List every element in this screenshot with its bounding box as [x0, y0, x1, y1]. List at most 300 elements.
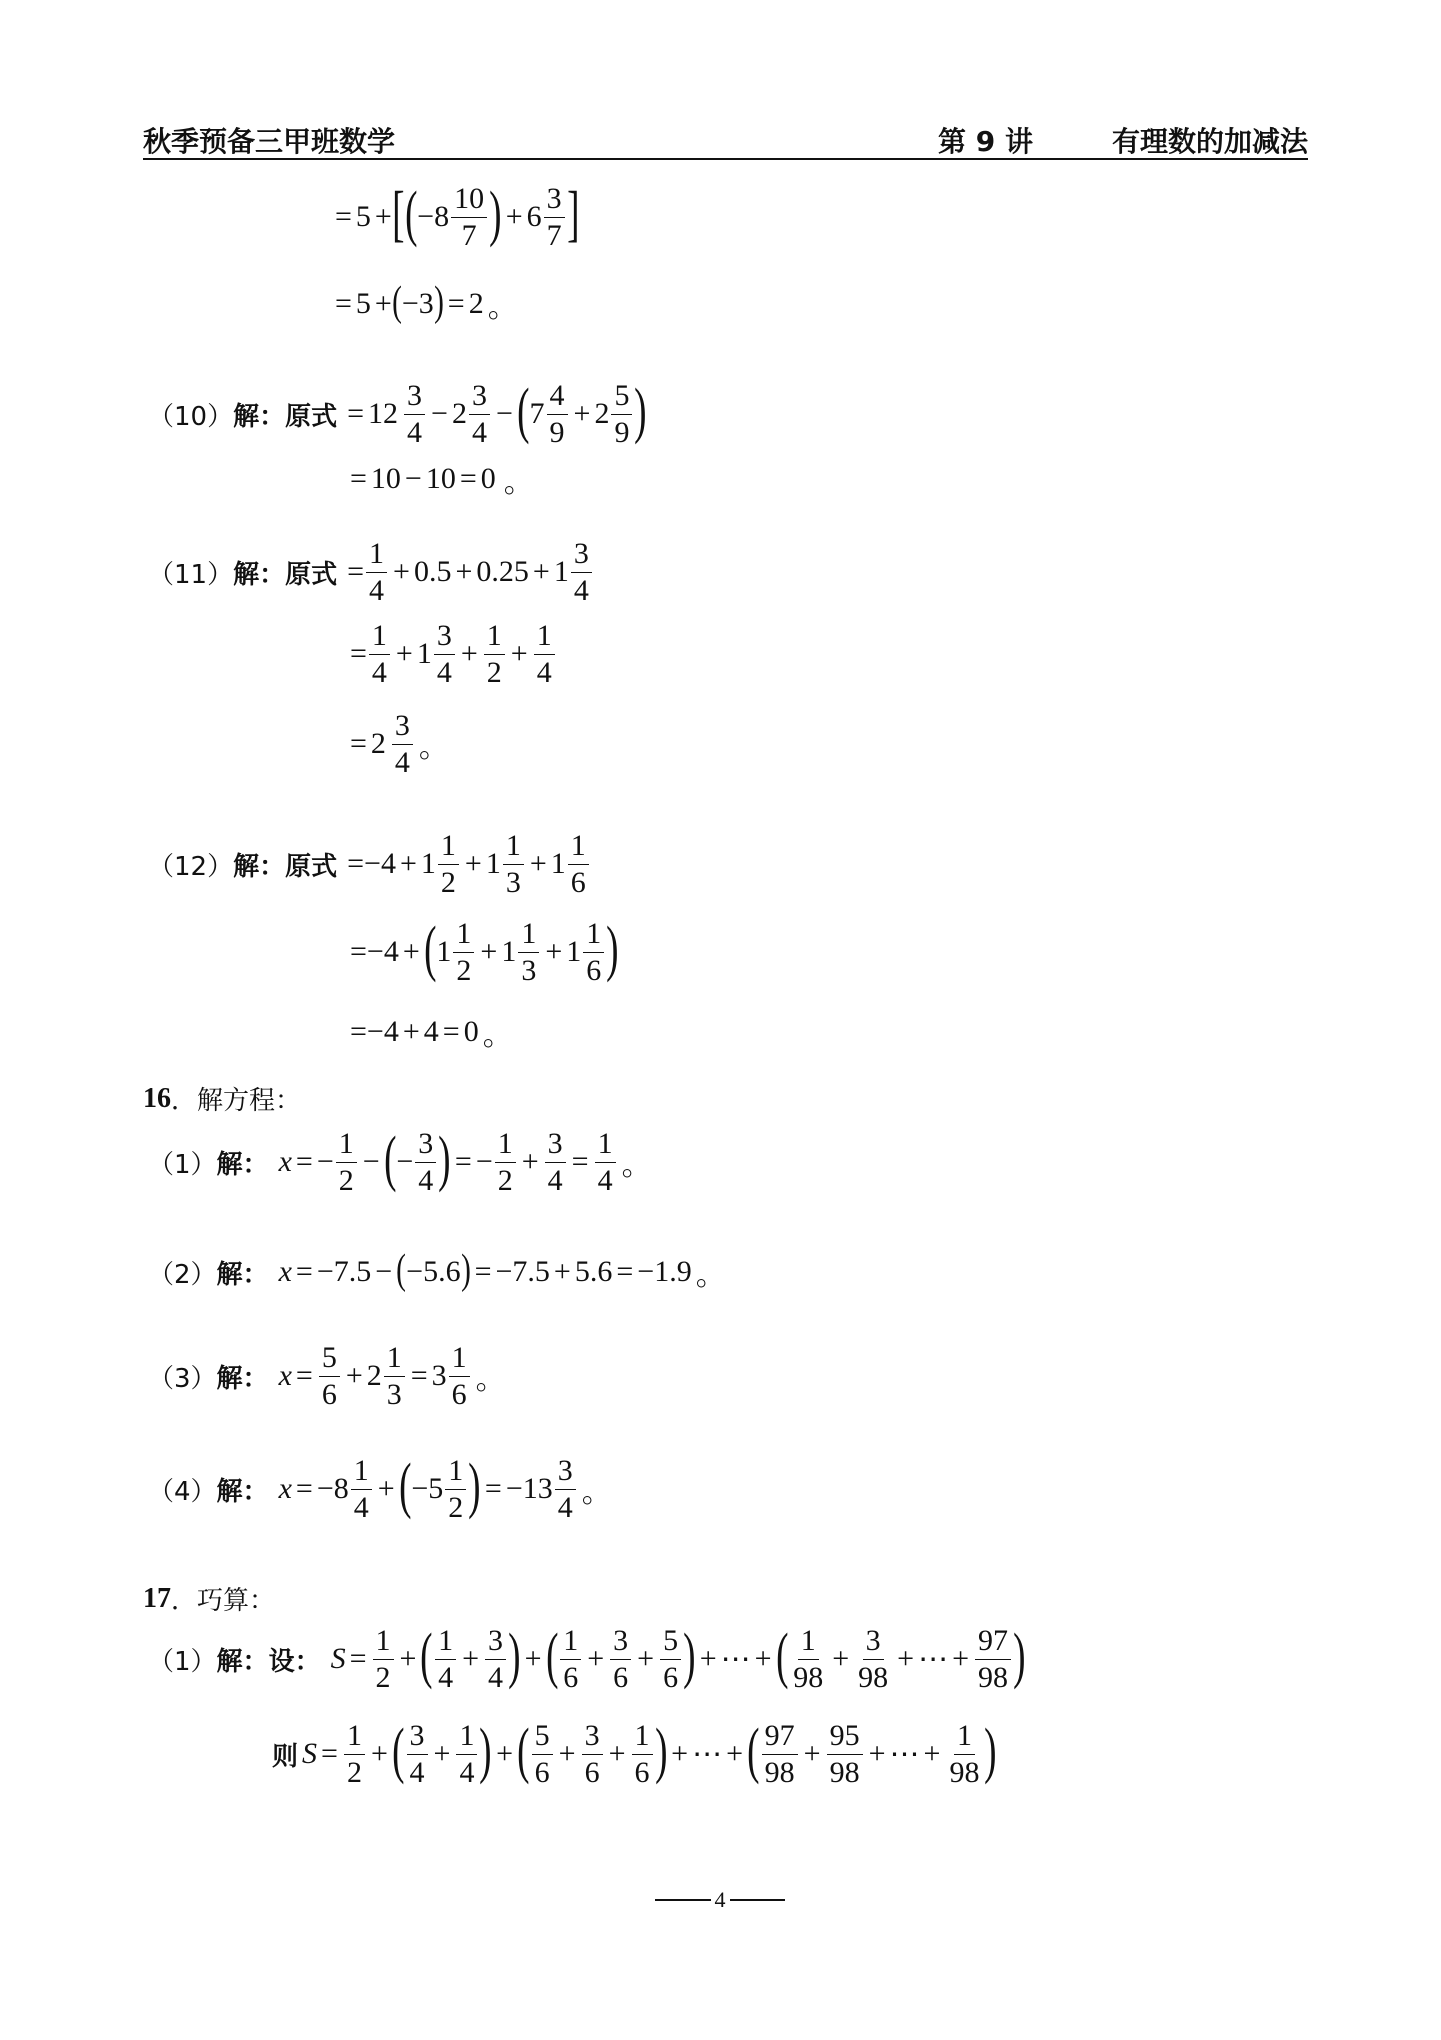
math-token: 4: [353, 1490, 369, 1524]
fraction: [595, 1128, 616, 1196]
page-header: [143, 120, 1308, 160]
math-token: ．巧算：: [171, 1586, 276, 1616]
math-token: 3: [610, 1625, 631, 1660]
math-token: 5: [355, 287, 371, 320]
problem-12-line-3: [350, 1010, 513, 1054]
math-token: (: [398, 1452, 412, 1520]
math-token: ): [468, 1452, 481, 1520]
math-token: +: [754, 1642, 772, 1675]
footer-rule-right: [730, 1899, 786, 1901]
math-token: x: [278, 1472, 292, 1505]
math-token: +: [370, 1737, 388, 1770]
math-token: +: [529, 847, 547, 880]
course-title: 秋季预备三甲班数学: [143, 125, 396, 158]
math-token: =: [616, 1255, 634, 1288]
fraction: [384, 1342, 405, 1410]
math-token: 3: [431, 1359, 447, 1392]
math-token: 1: [501, 935, 517, 968]
math-token: 3: [545, 1128, 566, 1163]
math-token: ⋯: [889, 1737, 920, 1771]
math-token: x: [278, 1255, 292, 1288]
math-token: 3: [418, 287, 434, 320]
math-token: 1: [560, 1625, 581, 1660]
math-token: 1: [595, 1128, 616, 1163]
math-token: +: [532, 555, 550, 588]
fraction: [366, 538, 387, 606]
math-token: 4: [423, 1015, 439, 1048]
fraction: [660, 1625, 681, 1693]
fraction: [351, 1455, 372, 1523]
math-token: 6: [584, 1755, 600, 1789]
math-token: +: [395, 637, 413, 670]
math-token: 。: [581, 1475, 612, 1510]
math-token: 4: [436, 655, 452, 689]
math-token: 5: [611, 380, 632, 415]
math-token: 4: [573, 573, 589, 607]
math-token: +: [462, 1642, 479, 1675]
fraction: [453, 918, 474, 986]
math-token: =: [347, 847, 365, 880]
math-token: 1.9: [654, 1255, 692, 1288]
math-token: （1）: [148, 1646, 217, 1677]
math-token: 1: [435, 1625, 456, 1660]
fraction: [484, 620, 505, 688]
math-token: 1: [436, 935, 452, 968]
math-token: 4: [418, 1163, 434, 1197]
math-token: +: [374, 287, 392, 320]
fraction: [975, 1625, 1011, 1693]
math-token: 。: [621, 1148, 652, 1183]
math-token: +: [464, 847, 482, 880]
math-token: =: [459, 462, 477, 495]
lecture-topic: 有理数的加减法: [1111, 125, 1308, 158]
math-token: =: [447, 287, 465, 320]
math-token: 1: [534, 620, 555, 655]
fraction: [392, 710, 413, 778]
math-token: （1）: [148, 1149, 217, 1180]
math-token: 6: [534, 1755, 550, 1789]
lecture-number: 第 9 讲: [938, 125, 1033, 158]
math-token: 。: [482, 1018, 513, 1053]
math-token: S: [302, 1737, 318, 1770]
math-token: 5.6: [574, 1255, 613, 1288]
math-token: +: [510, 637, 528, 670]
math-token: =: [454, 1145, 472, 1178]
math-token: −: [401, 287, 419, 320]
math-token: 0: [480, 462, 496, 495]
fraction: [555, 1455, 576, 1523]
eq17-1-line-2: [272, 1717, 997, 1789]
eq-9-step-a: = 5 + [ ( − 8 $\frac{10}{7}$ ) + 6 $\frac{3}{7}$ ]: [335, 180, 580, 252]
math-token: +: [480, 935, 498, 968]
math-token: 3: [469, 380, 490, 415]
math-token: (: [391, 279, 402, 325]
fraction: [373, 1625, 394, 1693]
math-token: 7.5: [333, 1255, 372, 1288]
math-token: ): [683, 1622, 696, 1690]
fraction: [451, 183, 487, 251]
math-token: （11）: [148, 559, 234, 590]
math-token: 4: [371, 655, 387, 689]
math-token: 1: [456, 1720, 477, 1755]
math-token: =: [410, 1359, 428, 1392]
math-token: =: [295, 1145, 313, 1178]
math-token: 2: [594, 397, 610, 430]
math-token: (: [383, 1125, 397, 1193]
math-token: 4: [394, 745, 410, 779]
math-token: 2: [338, 1163, 354, 1197]
fraction: [611, 380, 632, 448]
math-token: 98: [764, 1755, 795, 1789]
math-token: =: [350, 462, 367, 495]
math-token: 6: [451, 1377, 467, 1411]
math-token: +: [952, 1642, 969, 1675]
math-token: =: [295, 1255, 313, 1288]
math-token: 1: [484, 620, 505, 655]
math-token: +: [558, 1737, 576, 1770]
fraction: [434, 620, 455, 688]
math-token: 1: [495, 1128, 516, 1163]
math-token: 10: [451, 183, 487, 218]
fraction: [632, 1720, 653, 1788]
math-token: 3: [485, 1625, 506, 1660]
math-token: =: [321, 1737, 338, 1770]
math-token: 5: [532, 1720, 553, 1755]
math-token: 2: [366, 1359, 382, 1392]
math-token: −: [366, 1015, 384, 1048]
math-token: 3: [571, 538, 592, 573]
math-token: +: [897, 1642, 915, 1675]
math-token: −: [316, 1472, 334, 1505]
fraction: [518, 918, 539, 986]
math-token: −: [431, 397, 448, 430]
eq16-3: [148, 1342, 506, 1410]
math-token: −: [495, 1255, 513, 1288]
math-token: （3）解：: [148, 1363, 269, 1394]
math-token: 则: [272, 1741, 299, 1772]
math-token: ): [606, 915, 619, 983]
math-token: ): [508, 1622, 521, 1690]
fraction: [582, 1720, 603, 1788]
math-token: −: [406, 1255, 424, 1288]
fraction: [503, 830, 524, 898]
math-token: 6: [570, 865, 586, 899]
math-token: 3: [392, 710, 413, 745]
fraction: [534, 620, 555, 688]
fraction: [469, 380, 490, 448]
math-token: 98: [978, 1660, 1008, 1694]
eq-9-step-b: [335, 279, 518, 326]
math-token: 3: [555, 1455, 576, 1490]
math-token: ): [479, 1717, 492, 1785]
math-token: 1: [351, 1455, 372, 1490]
math-token: +: [524, 1642, 542, 1675]
math-token: 1: [568, 830, 589, 865]
math-token: 。: [487, 290, 518, 325]
math-token: 5: [319, 1342, 340, 1377]
math-token: 98: [793, 1660, 824, 1694]
math-token: (: [517, 377, 530, 445]
fraction: [404, 380, 425, 448]
math-token: =: [295, 1472, 313, 1505]
math-token: 1: [438, 830, 459, 865]
math-token: （12）: [148, 851, 234, 882]
math-token: 。: [503, 465, 534, 500]
math-token: 97: [762, 1720, 798, 1755]
math-token: ): [984, 1717, 997, 1785]
math-token: 1: [336, 1128, 357, 1163]
math-token: 4: [597, 1163, 613, 1197]
math-token: −: [404, 462, 422, 495]
math-token: 1: [566, 935, 582, 968]
math-token: =: [484, 1472, 502, 1505]
math-token: ⋯: [918, 1642, 949, 1676]
math-token: （3）: [148, 1363, 217, 1394]
math-token: −: [637, 1255, 655, 1288]
fraction: [319, 1342, 340, 1410]
eq16-1: [148, 1125, 652, 1197]
math-token: 1: [369, 620, 390, 655]
math-token: −: [316, 1255, 334, 1288]
math-token: （11）解：原式: [148, 559, 338, 590]
fraction: [445, 1455, 466, 1523]
math-token: 4: [471, 415, 487, 449]
math-token: (: [517, 1717, 530, 1785]
problem-10-line-1: [148, 377, 647, 449]
math-token: 4: [369, 573, 385, 607]
math-token: =: [442, 1015, 460, 1048]
math-token: =: [295, 1359, 313, 1392]
math-token: −: [366, 935, 384, 968]
math-token: +: [637, 1642, 655, 1675]
math-token: ): [438, 1125, 451, 1193]
math-token: 2: [486, 655, 502, 689]
math-token: 4: [557, 1490, 573, 1524]
fraction: [435, 1625, 456, 1693]
math-token: 。: [695, 1258, 726, 1293]
math-token: +: [923, 1737, 941, 1770]
problem-11-line-2: [350, 620, 557, 688]
fraction: [946, 1720, 982, 1788]
math-token: =: [350, 935, 367, 968]
math-token: (: [747, 1717, 760, 1785]
math-token: (: [545, 1622, 559, 1690]
math-token: S: [330, 1642, 346, 1675]
math-token: 1: [366, 538, 387, 573]
math-token: 2: [370, 727, 386, 760]
math-token: 4: [380, 847, 396, 880]
math-token: 5.6: [423, 1255, 461, 1288]
math-token: ): [634, 377, 647, 445]
section-16-heading: 16 ．解方程：: [143, 1080, 301, 1117]
math-token: +: [455, 555, 473, 588]
math-token: +: [545, 935, 563, 968]
math-token: ⋯: [720, 1642, 751, 1676]
math-token: 2: [375, 1660, 391, 1694]
math-token: 4: [383, 935, 399, 968]
math-token: +: [521, 1145, 539, 1178]
math-token: 。: [418, 730, 449, 765]
math-token: +: [377, 1472, 395, 1505]
math-token: 13: [522, 1472, 553, 1505]
math-token: ): [1013, 1622, 1026, 1690]
math-token: 3: [434, 620, 455, 655]
math-token: 97: [975, 1625, 1011, 1660]
math-token: +: [496, 1737, 514, 1770]
eq17-1-line-1: [148, 1622, 1026, 1694]
fraction: [762, 1720, 798, 1788]
math-token: −: [375, 1255, 393, 1288]
math-token: (: [396, 1247, 407, 1293]
fraction: [827, 1720, 863, 1788]
problem-label: （10）解：原式: [148, 401, 338, 432]
math-token: 1: [553, 555, 569, 588]
math-token: 4: [383, 1015, 399, 1048]
math-token: (: [775, 1622, 789, 1690]
math-token: −: [396, 1145, 414, 1178]
math-token: ): [460, 1247, 471, 1293]
fraction: [583, 918, 604, 986]
math-token: +: [832, 1642, 850, 1675]
math-token: =: [347, 397, 365, 430]
fraction: [547, 380, 568, 448]
math-token: +: [402, 1015, 420, 1048]
math-token: +: [726, 1737, 744, 1770]
math-token: （1）解：: [148, 1149, 269, 1180]
math-token: （2）解：: [148, 1259, 269, 1290]
math-token: 0: [463, 1015, 479, 1048]
math-token: 5: [660, 1625, 681, 1660]
math-token: (: [391, 1717, 405, 1785]
math-token: 4: [547, 1163, 563, 1197]
math-token: +: [608, 1737, 626, 1770]
math-token: +: [393, 555, 410, 588]
math-token: =: [335, 287, 352, 320]
fraction: [545, 1128, 566, 1196]
math-token: ): [654, 1717, 668, 1785]
math-token: 2: [468, 287, 484, 320]
math-token: 4: [536, 655, 552, 689]
fraction: [449, 1342, 470, 1410]
math-token: =: [349, 1642, 367, 1675]
math-token: 4: [409, 1755, 425, 1789]
math-token: 3: [386, 1377, 402, 1411]
math-token: 7.5: [512, 1255, 550, 1288]
math-token: 98: [829, 1755, 860, 1789]
math-token: 8: [333, 1472, 349, 1505]
math-token: +: [402, 935, 420, 968]
math-token: 1: [445, 1455, 466, 1490]
math-token: −: [364, 847, 381, 880]
math-token: （12）解：原式: [148, 851, 338, 882]
math-token: 7: [461, 218, 477, 252]
math-token: 3: [521, 953, 537, 987]
math-token: +: [433, 1737, 451, 1770]
math-token: 1: [373, 1625, 394, 1660]
math-token: 6: [586, 953, 602, 987]
math-token: =: [571, 1145, 589, 1178]
math-token: （10）: [148, 401, 234, 432]
problem-11-line-3: [350, 710, 449, 778]
fraction: [610, 1625, 631, 1693]
math-token: 4: [459, 1755, 475, 1789]
math-token: 1: [416, 637, 432, 670]
math-token: 1: [954, 1720, 975, 1755]
math-token: x: [278, 1145, 292, 1178]
fraction: [336, 1128, 357, 1196]
math-token: −: [495, 397, 513, 430]
math-token: x: [278, 1359, 292, 1392]
fraction: [571, 538, 592, 606]
math-token: +: [868, 1737, 886, 1770]
fraction: [438, 830, 459, 898]
math-token: 0.5: [413, 555, 452, 588]
math-token: 1: [420, 847, 436, 880]
math-token: =: [347, 555, 365, 588]
math-token: 。: [475, 1362, 506, 1397]
math-token: 1: [798, 1625, 819, 1660]
math-token: 7: [529, 397, 545, 430]
math-token: 3: [415, 1128, 436, 1163]
math-token: ．解方程：: [171, 1086, 302, 1116]
math-token: 10: [425, 462, 456, 495]
math-token: 3: [407, 1720, 428, 1755]
math-token: 1: [384, 1342, 405, 1377]
problem-12-line-2: [350, 915, 619, 987]
math-token: −: [316, 1145, 334, 1178]
math-token: 3: [582, 1720, 603, 1755]
math-token: （4）: [148, 1476, 217, 1507]
fraction: [495, 1128, 516, 1196]
math-token: 6: [663, 1660, 679, 1694]
fraction: [344, 1720, 365, 1788]
math-token: 95: [827, 1720, 863, 1755]
page-footer: [655, 1885, 785, 1915]
math-token: +: [553, 1255, 571, 1288]
fraction: [369, 620, 390, 688]
math-token: 5: [428, 1472, 444, 1505]
math-token: 2: [346, 1755, 362, 1789]
fraction: [568, 830, 589, 898]
section-17-heading: 17 ．巧算：: [143, 1580, 275, 1617]
math-token: +: [587, 1642, 605, 1675]
fraction: [485, 1625, 506, 1693]
math-token: 6: [563, 1660, 579, 1694]
math-token: −: [505, 1472, 523, 1505]
math-token: (: [423, 915, 437, 983]
math-token: +: [399, 1642, 417, 1675]
eq16-4: [148, 1452, 612, 1524]
math-token: +: [803, 1737, 821, 1770]
fraction: [560, 1625, 581, 1693]
problem-12-line-1: [148, 830, 591, 898]
fraction: [855, 1625, 891, 1693]
math-token: 6: [634, 1755, 650, 1789]
math-token: （4）解：: [148, 1476, 269, 1507]
math-token: 4: [547, 380, 568, 415]
fraction: [407, 1720, 428, 1788]
math-token: 1: [518, 918, 539, 953]
eq16-2: [148, 1247, 726, 1294]
math-token: （2）: [148, 1259, 217, 1290]
footer-rule-left: [655, 1899, 711, 1901]
math-token: ⋯: [692, 1737, 723, 1771]
math-token: =: [350, 727, 367, 760]
math-token: 4: [488, 1660, 503, 1694]
math-token: =: [350, 637, 367, 670]
math-token: +: [345, 1359, 363, 1392]
math-token: 9: [614, 415, 630, 449]
